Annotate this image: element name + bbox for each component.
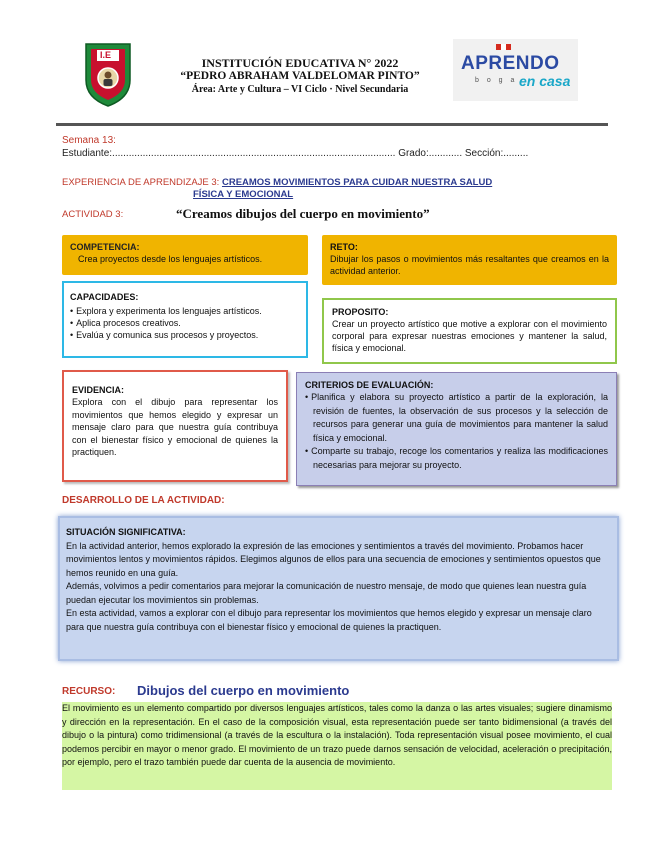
reto-title: RETO: [330,242,358,252]
situacion-paragraph: Además, volvimos a pedir comentarios para mejorar la comunicación de nuestro mensaje, de modo que quienes lean nuestra guía puedan ejecutar los movimientos sin problemas. [66,581,587,605]
student-line[interactable]: Estudiante:...................................................................................................... Grado:............ Sección:......... [62,148,529,159]
aprendo-dots: b o g a [475,77,518,84]
proposito-box [322,298,617,364]
actividad-line [62,208,602,222]
experiencia-label: EXPERIENCIA DE APRENDIZAJE 3: [62,177,220,188]
header-text [150,57,450,96]
evidencia-title: EVIDENCIA: [72,385,125,395]
competencia-box [62,235,308,275]
area-line: Área: Arte y Cultura – VI Ciclo · Nivel Secundaria [191,84,409,95]
aprendo-word: APRENDO [461,53,560,74]
criterios-title: CRITERIOS DE EVALUACIÓN: [305,380,434,390]
actividad-title: “Creamos dibujos del cuerpo en movimiento” [176,206,430,221]
evidencia-body: Explora con el dibujo para representar los movimientos que hemos elegido y expresar un mensaje claro para que nuestra guía contribuya con el bienestar físico y emocional de quienes la practiquen. [72,397,278,457]
en-casa-word: en casa [519,73,571,89]
aprendo-en-casa-logo [453,39,578,101]
list-item: • Explora y experimenta los lenguajes artísticos. [70,305,300,317]
situacion-title: SITUACIÓN SIGNIFICATIVA: [66,527,186,537]
proposito-body: Crear un proyecto artístico que motive a explorar con el movimiento corporal para expresar nuestras emociones y mantener la salud, física y emocional. [332,319,607,353]
criterios-box [296,372,617,486]
criterios-list [305,391,608,472]
list-item: • Comparte su trabajo, recoge los comentarios y realiza las modificaciones necesarias para mejorar su proyecto. [305,445,608,472]
list-item: • Planifica y elabora su proyecto artístico a partir de la exploración, la revisión de fuentes, la observación de sus procesos y la selección de recursos para generar una guía de movimientos para mantener la salud física y emocional. [305,391,608,445]
recurso-body: El movimiento es un elemento compartido por diversos lenguajes artísticos, tales como la danza o las artes visuales; sugiere dinamismo y dirección en la representación. En el caso de la composición visual, esta representación puede ser tanto bidimensional (a través del dibujo o la pintura) como tridimensional (a través de la escultura o la instalación). Toda representación visual posee movimiento, el cual podemos percibir en mayor o menor grado. El movimiento de un trazo puede darnos sensación de velocidad, aceleración o precipitación, por ejemplo, pero el trazo también puede dar cuenta de la ausencia de movimiento. [62,702,612,790]
competencia-title: COMPETENCIA: [70,242,140,252]
competencia-body: Crea proyectos desde los lenguajes artísticos. [78,254,263,264]
capacidades-title: CAPACIDADES: [70,292,139,302]
actividad-label: ACTIVIDAD 3: [62,209,124,220]
reto-body: Dibujar los pasos o movimientos más resaltantes que creamos en la actividad anterior. [330,254,609,276]
experiencia-value-2: FÍSICA Y EMOCIONAL [193,189,294,200]
school-shield-logo [83,40,133,108]
desarrollo-heading: DESARROLLO DE LA ACTIVIDAD: [62,495,225,506]
evidencia-box [62,370,288,482]
list-item: • Evalúa y comunica sus procesos y proyectos. [70,329,300,341]
proposito-title: PROPOSITO: [332,307,389,317]
list-item: • Aplica procesos creativos. [70,317,300,329]
situacion-paragraph: En la actividad anterior, hemos explorado la expresión de las emociones y sentimientos a través del movimiento. Probamos hacer movimientos lentos y movimientos rápidos. Elegimos algunos de ellos para una secuencia de emociones y sentimientos opuestos que hemos reunido en una guía. [66,540,601,578]
school-name: “PEDRO ABRAHAM VALDELOMAR PINTO” [180,70,420,82]
reto-box [322,235,617,285]
shield-letters: I.E [100,50,112,60]
recurso-title: Dibujos del cuerpo en movimiento [137,683,350,698]
institution-name: INSTITUCIÓN EDUCATIVA N° 2022 [201,56,399,70]
capacidades-list [70,305,300,341]
experiencia-value-1: CREAMOS MOVIMIENTOS PARA CUIDAR NUESTRA SALUD [221,177,493,188]
situacion-paragraph: En esta actividad, vamos a explorar con el dibujo para representar los movimientos que hemos elegido y expresar un mensaje claro para que nuestra guía contribuya con el bienestar físico y emocional de quienes la practiquen. [66,608,592,632]
recurso-label: RECURSO: [62,686,116,697]
header-divider [56,123,608,126]
experiencia-line [62,177,602,201]
capacidades-box [62,281,308,358]
situacion-box [58,516,619,661]
semana-label: Semana 13: [62,135,116,146]
peru-flag-icon [496,44,511,50]
